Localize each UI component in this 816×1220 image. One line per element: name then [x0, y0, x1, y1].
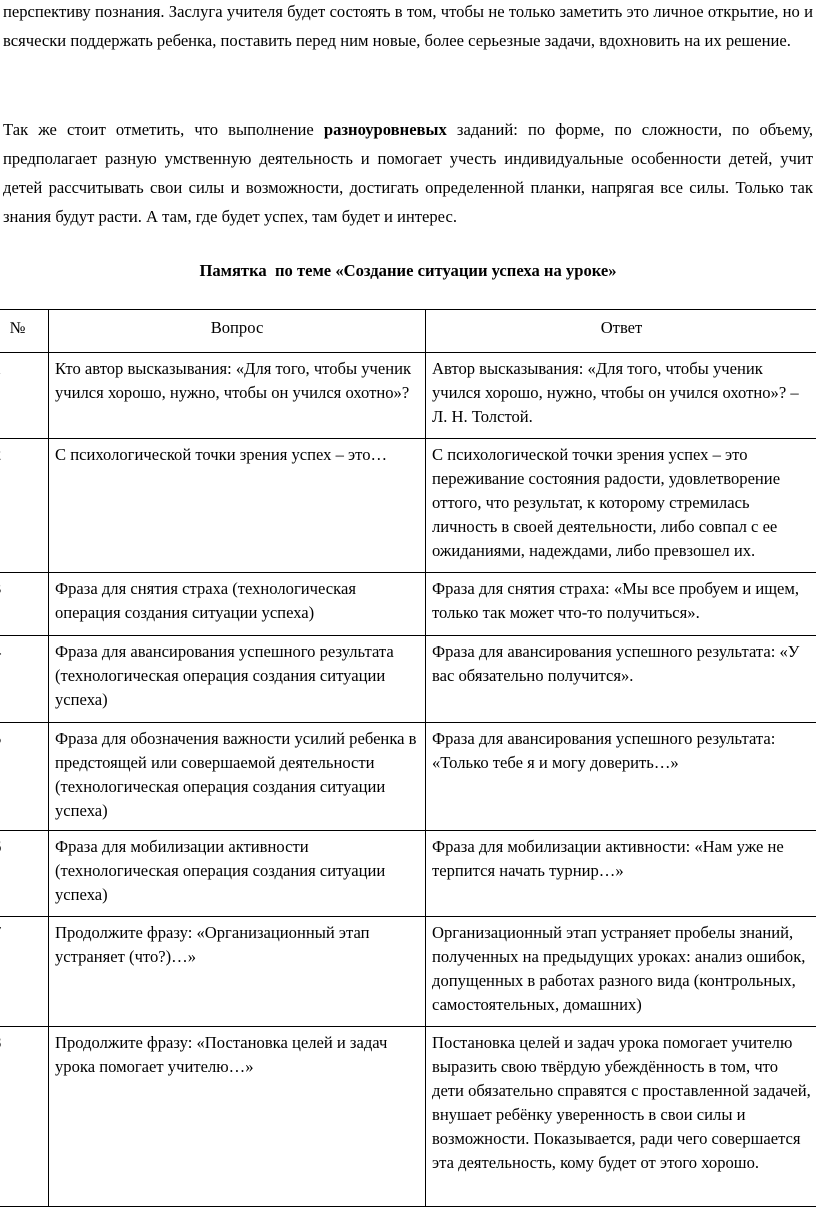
intro-paragraph [3, 0, 813, 55]
row-answer: Фраза для авансирования успешного результата: «Только тебе я и могу доверить…» [426, 723, 816, 831]
row-question: Кто автор высказывания: «Для того, чтобы ученик учился хорошо, нужно, чтобы он учился охотно»? [49, 353, 426, 439]
row-number [0, 353, 49, 439]
row-number [0, 636, 49, 723]
row-question: Фраза для мобилизации активности (технологическая операция создания ситуации успеха) [49, 831, 426, 917]
row-answer: Постановка целей и задач урока помогает учителю выразить свою твёрдую убеждённость в том, что дети обязательно справятся с проставленной задачей, внушает ребёнку уверенность в свои силы и возможности. Показывается, ради чего совершается эта деятельность, кому будет от этого хорошо. [426, 1027, 816, 1207]
row-number [0, 917, 49, 1027]
row-number [0, 1027, 49, 1207]
intro-paragraph-text: перспективу познания. Заслуга учителя будет состоять в том, чтобы не только заметить это личное открытие, но и всячески поддержать ребенка, поставить перед ним новые, более серьезные задачи, вдохновить на их решение. [3, 2, 813, 50]
memo-title: Памятка по теме «Создание ситуации успеха на уроке» [199, 261, 617, 280]
row-number [0, 723, 49, 831]
row-question: С психологической точки зрения успех – это… [49, 439, 426, 573]
row-question: Фраза для авансирования успешного результата (технологическая операция создания ситуации успеха) [49, 636, 426, 723]
row-answer: Фраза для мобилизации активности: «Нам уже не терпится начать турнир…» [426, 831, 816, 917]
levels-paragraph-bold: разноуровневых [323, 120, 447, 139]
header-answer: Ответ [426, 310, 816, 353]
table-row [0, 1027, 816, 1207]
row-number [0, 573, 49, 636]
row-number [0, 831, 49, 917]
row-answer: Фраза для снятия страха: «Мы все пробуем и ищем, только так может что-то получиться». [426, 573, 816, 636]
levels-paragraph-start: Так же стоит отметить, что выполнение [3, 120, 324, 139]
row-question: Продолжите фразу: «Постановка целей и задач урока помогает учителю…» [49, 1027, 426, 1207]
row-answer: Организационный этап устраняет пробелы знаний, полученных на предыдущих уроках: анализ ошибок, допущенных в работах разного вида (контрольных, самостоятельных, домашних) [426, 917, 816, 1027]
memo-table [0, 309, 816, 1207]
table-row [0, 831, 816, 917]
levels-paragraph [3, 115, 813, 231]
row-answer: Автор высказывания: «Для того, чтобы ученик учился хорошо, нужно, чтобы он учился охотно»? – Л. Н. Толстой. [426, 353, 816, 439]
row-question: Фраза для снятия страха (технологическая операция создания ситуации успеха) [49, 573, 426, 636]
header-question: Вопрос [49, 310, 426, 353]
table-row [0, 439, 816, 573]
row-answer: Фраза для авансирования успешного результата: «У вас обязательно получится». [426, 636, 816, 723]
row-question: Продолжите фразу: «Организационный этап устраняет (что?)…» [49, 917, 426, 1027]
header-number: № [0, 310, 49, 353]
levels-paragraph-end: заданий: по форме, по сложности, по объему, предполагает разную умственную деятельность и помогает учесть индивидуальные особенности детей, учит детей рассчитывать свои силы и возможности, достигать определенной планки, напрягая все силы. Только так знания будут расти. А там, где будет успех, там будет и интерес. [3, 120, 813, 226]
table-header-row [0, 310, 816, 353]
table-row [0, 723, 816, 831]
table-row [0, 353, 816, 439]
row-number [0, 439, 49, 573]
table-row [0, 917, 816, 1027]
table-row [0, 573, 816, 636]
row-question: Фраза для обозначения важности усилий ребенка в предстоящей или совершаемой деятельности (технологическая операция создания ситуации успеха) [49, 723, 426, 831]
table-row [0, 636, 816, 723]
row-answer: С психологической точки зрения успех – это переживание состояния радости, удовлетворение оттого, что результат, к которому стремилась личность в своей деятельности, либо совпал с ее ожиданиями, надеждами, либо превзошел их. [426, 439, 816, 573]
